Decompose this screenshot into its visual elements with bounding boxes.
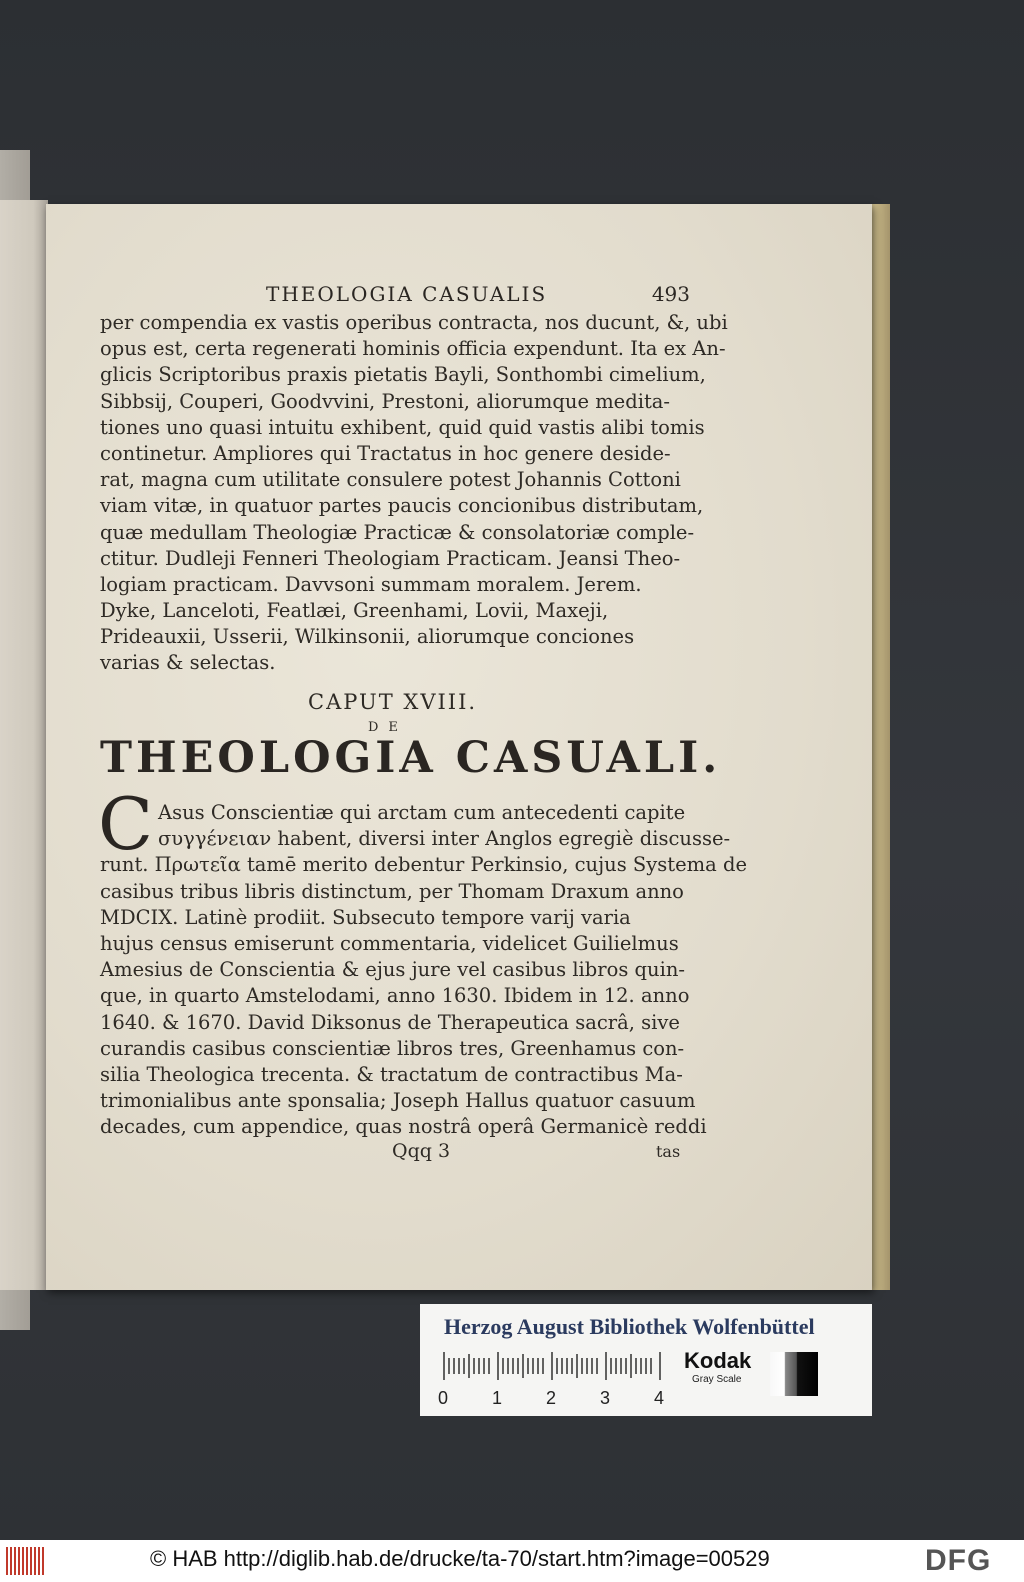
text-line: logiam practicam. Davvsoni summam moralem. Jerem. xyxy=(100,572,642,596)
text-line: opus est, certa regenerati hominis officia expendunt. Ita ex An- xyxy=(100,337,726,361)
text-line: rat, magna cum utilitate consulere potest Johannis Cottoni xyxy=(100,468,681,492)
text-line: curandis casibus conscientiæ libros tres, Greenhamus con- xyxy=(100,1036,685,1060)
catchword: tas xyxy=(656,1142,681,1161)
text-line: 1640. & 1670. David Diksonus de Therapeutica sacrâ, sive xyxy=(100,1010,680,1034)
text-line: quæ medullam Theologiæ Practicæ & consolatoriæ comple- xyxy=(100,520,695,544)
text-line: tiones uno quasi intuitu exhibent, quid quid vastis alibi tomis xyxy=(100,415,705,439)
text-line: continetur. Ampliores qui Tractatus in hoc genere deside- xyxy=(100,441,671,465)
text-line: hujus census emiserunt commentaria, videlicet Guilielmus xyxy=(100,931,679,955)
text-line: Prideauxii, Usserii, Wilkinsonii, aliorumque conciones xyxy=(100,625,635,649)
text-line: συγγένειαν habent, diversi inter Anglos egregiè discusse- xyxy=(158,827,731,851)
ruler-number: 3 xyxy=(600,1388,611,1408)
library-label xyxy=(420,1304,872,1416)
text-line: Dyke, Lanceloti, Featlæi, Greenhami, Lovii, Maxeji, xyxy=(100,599,609,623)
paragraph-2 xyxy=(100,800,748,1140)
kodak-gray-scale-label: Gray Scale xyxy=(692,1374,742,1385)
ruler-number: 2 xyxy=(546,1388,557,1408)
dfg-logo: DFG xyxy=(925,1544,992,1577)
text-line: viam vitæ, in quatuor partes paucis concionibus distributam, xyxy=(100,494,704,518)
signature-mark: Qqq 3 xyxy=(392,1140,451,1162)
text-line: silia Theologica trecenta. & tractatum de contractibus Ma- xyxy=(100,1062,683,1086)
chapter-label: CAPUT XVIII. xyxy=(308,690,478,714)
running-head xyxy=(266,282,690,306)
kodak-brand: Kodak xyxy=(684,1348,752,1373)
gray-scale-swatch xyxy=(770,1352,818,1396)
text-line: ctitur. Dudleji Fenneri Theologiam Practicam. Jeansi Theo- xyxy=(100,546,681,570)
hab-logo-icon xyxy=(6,1547,46,1575)
drop-cap: C xyxy=(98,782,154,866)
facing-page xyxy=(0,200,48,1290)
text-line: que, in quarto Amstelodami, anno 1630. Ibidem in 12. anno xyxy=(100,984,690,1008)
text-line: glicis Scriptoribus praxis pietatis Bayli, Sonthombi cimelium, xyxy=(100,363,706,387)
ruler-number: 1 xyxy=(492,1388,503,1408)
text-line: Sibbsij, Couperi, Goodvvini, Prestoni, aliorumque medita- xyxy=(100,389,670,413)
paragraph-1 xyxy=(100,310,728,677)
ruler-number: 4 xyxy=(654,1388,665,1408)
text-line: varias & selectas. xyxy=(100,651,276,675)
chapter-title: THEOLOGIA CASUALI. xyxy=(100,733,722,783)
footer-bar xyxy=(0,1540,1024,1582)
text-line: MDCIX. Latinè prodiit. Subsecuto tempore varij varia xyxy=(100,905,631,929)
ruler-number: 0 xyxy=(438,1388,449,1408)
text-line: casibus tribus libris distinctum, per Thomam Draxum anno xyxy=(100,879,684,903)
ruler-scale-icon xyxy=(442,1352,668,1380)
text-line: per compendia ex vastis operibus contracta, nos ducunt, &, ubi xyxy=(100,311,728,334)
text-line: runt. Πρωτεῖα tamē merito debentur Perkinsio, cujus Systema de xyxy=(100,853,748,877)
text-line: trimonialibus ante sponsalia; Joseph Hallus quatuor casuum xyxy=(100,1089,696,1113)
text-line: Asus Conscientiæ qui arctam cum antecedenti capite xyxy=(158,801,686,824)
footer-copyright-link[interactable]: © HAB http://diglib.hab.de/drucke/ta-70/start.htm?image=00529 xyxy=(150,1546,770,1571)
folio-number: 493 xyxy=(651,282,690,306)
text-line: Amesius de Conscientia & ejus jure vel casibus libros quin- xyxy=(100,958,685,982)
text-line: decades, cum appendice, quas nostrâ operâ Germanicè reddi xyxy=(100,1115,707,1139)
chapter-de: DE xyxy=(368,720,408,735)
running-head-title: THEOLOGIA CASUALIS xyxy=(266,282,548,306)
library-label-title: Herzog August Bibliothek Wolfenbüttel xyxy=(444,1314,815,1339)
